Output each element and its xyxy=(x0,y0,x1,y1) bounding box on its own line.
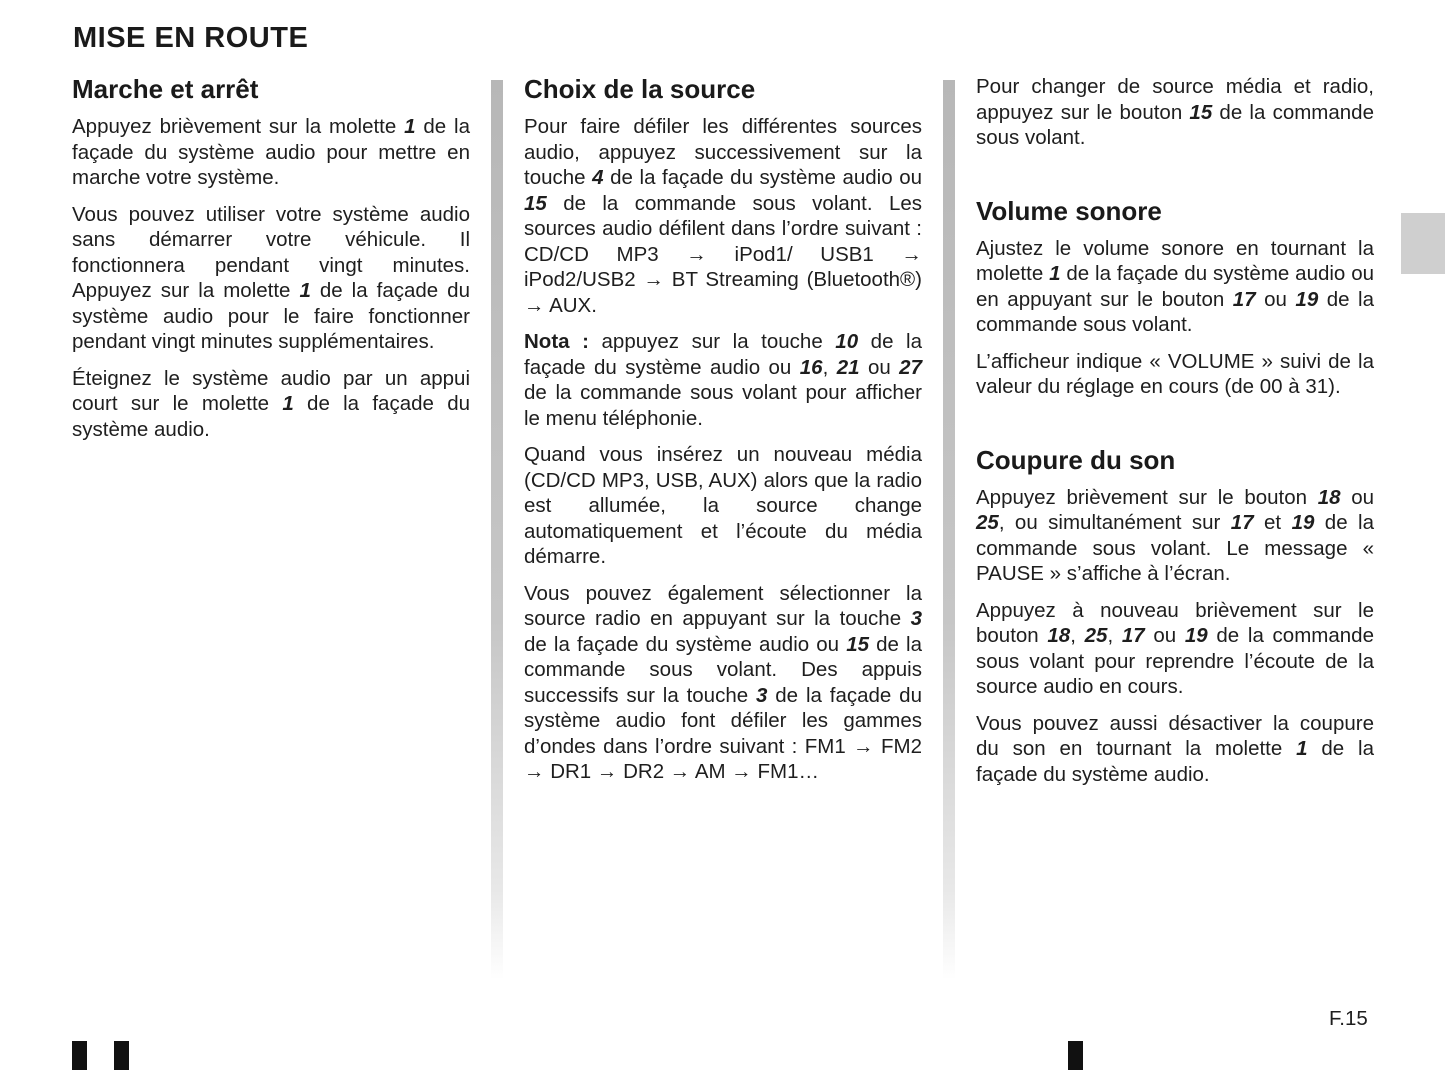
paragraph: Vous pouvez aussi désactiver la coupure du son en tournant la molette 1 de la façade du système audio. xyxy=(976,711,1374,786)
column-marche-arret xyxy=(72,74,470,453)
chapter-tab xyxy=(1401,213,1445,274)
control-number: 17 xyxy=(1121,624,1145,648)
paragraph: Appuyez brièvement sur le bouton 18 ou 25, ou simultanément sur 17 et 19 de la commande sous volant. Le message « PAUSE » s’affiche à l’écran. xyxy=(976,485,1374,586)
control-number: 15 xyxy=(1189,100,1213,124)
control-number: 19 xyxy=(1184,624,1208,648)
column-volume-coupure xyxy=(976,74,1374,798)
section-heading-coupure: Coupure du son xyxy=(976,444,1176,475)
control-number: 17 xyxy=(1230,511,1254,535)
marche-arret-body xyxy=(72,114,470,442)
paragraph: Pour changer de source média et radio, appuyez sur le bouton 15 de la commande sous volant. xyxy=(976,75,1374,149)
control-number: 18 xyxy=(1047,624,1071,648)
control-number: 10 xyxy=(835,330,859,354)
control-number: 1 xyxy=(282,392,294,416)
volume-body xyxy=(976,236,1374,400)
paragraph: Vous pouvez également sélectionner la source radio en appuyant sur la touche 3 de la façade du système audio ou 15 de la commande sous volant. Des appuis successifs sur la touche 3 de la façade du système audio font défiler les gammes d’ondes dans l’ordre suivant : FM1 → FM2 → DR1 → DR2 → AM → FM1… xyxy=(524,581,923,784)
paragraph: Appuyez à nouveau brièvement sur le bouton 18, 25, 17 ou 19 de la commande sous volant pour reprendre l’écoute de la source audio en cours. xyxy=(976,598,1374,699)
control-number: 15 xyxy=(846,632,870,656)
control-number: 3 xyxy=(756,683,768,707)
control-number: 27 xyxy=(899,355,922,379)
source-change-intro xyxy=(976,74,1374,151)
control-number: 1 xyxy=(404,115,416,139)
paragraph: Quand vous insérez un nouveau média (CD/CD MP3, USB, AUX) alors que la radio est allumée, la source change automatiquement et l’écoute du média démarre. xyxy=(524,443,922,569)
choix-source-body xyxy=(524,114,922,785)
control-number: 16 xyxy=(799,355,823,379)
paragraph: Ajustez le volume sonore en tournant la molette 1 de la façade du système audio ou en appuyant sur le bouton 17 ou 19 de la commande sous volant. xyxy=(976,236,1375,337)
control-number: 1 xyxy=(1049,262,1061,286)
control-number: 1 xyxy=(1296,737,1308,761)
control-number: 25 xyxy=(976,511,999,535)
control-number: 1 xyxy=(299,279,311,303)
control-number: 18 xyxy=(1317,485,1341,509)
control-number: 17 xyxy=(1232,287,1256,311)
print-mark xyxy=(1068,1041,1083,1070)
paragraph: L’afficheur indique « VOLUME » suivi de la valeur du réglage en cours (de 00 à 31). xyxy=(976,349,1374,399)
page-number: F.15 xyxy=(1329,1007,1368,1030)
paragraph: Pour faire défiler les différentes sources audio, appuyez successivement sur la touche 4 de la façade du système audio ou 15 de la commande sous volant. Les sources audio défilent dans l’ordre suivant : CD/CD MP3 → iPod1/ USB1 → iPod2/USB2 → BT Streaming (Bluetooth®) → AUX. xyxy=(524,115,923,317)
paragraph: Vous pouvez utiliser votre système audio sans démarrer votre véhicule. Il fonctionnera pendant vingt minutes. Appuyez sur la molette 1 de la façade du système audio pour le faire fonctionner pendant vingt minutes supplémentaires. xyxy=(72,202,470,354)
section-heading-marche-arret: Marche et arrêt xyxy=(72,74,259,104)
page-title: MISE EN ROUTE xyxy=(73,22,309,54)
coupure-body xyxy=(976,485,1374,788)
print-mark xyxy=(114,1041,129,1070)
column-divider xyxy=(943,80,955,980)
control-number: 25 xyxy=(1084,624,1108,648)
column-divider xyxy=(491,80,503,980)
section-heading-choix-source: Choix de la source xyxy=(524,74,756,104)
control-number: 15 xyxy=(524,191,547,215)
paragraph: Nota : appuyez sur la touche 10 de la façade du système audio ou 16, 21 ou 27 de la commande sous volant pour afficher le menu téléphonie. xyxy=(524,330,923,430)
nota-label: Nota : xyxy=(524,330,589,354)
section-heading-volume: Volume sonore xyxy=(976,195,1162,226)
paragraph: Appuyez brièvement sur la molette 1 de la façade du système audio pour mettre en marche votre système. xyxy=(72,115,470,190)
control-number: 19 xyxy=(1291,511,1315,535)
column-choix-source xyxy=(524,74,922,796)
control-number: 3 xyxy=(910,607,922,631)
paragraph: Éteignez le système audio par un appui court sur le molette 1 de la façade du système audio. xyxy=(72,366,470,441)
control-number: 4 xyxy=(592,166,604,190)
control-number: 19 xyxy=(1295,287,1319,311)
control-number: 21 xyxy=(836,355,860,379)
print-mark xyxy=(72,1041,87,1070)
